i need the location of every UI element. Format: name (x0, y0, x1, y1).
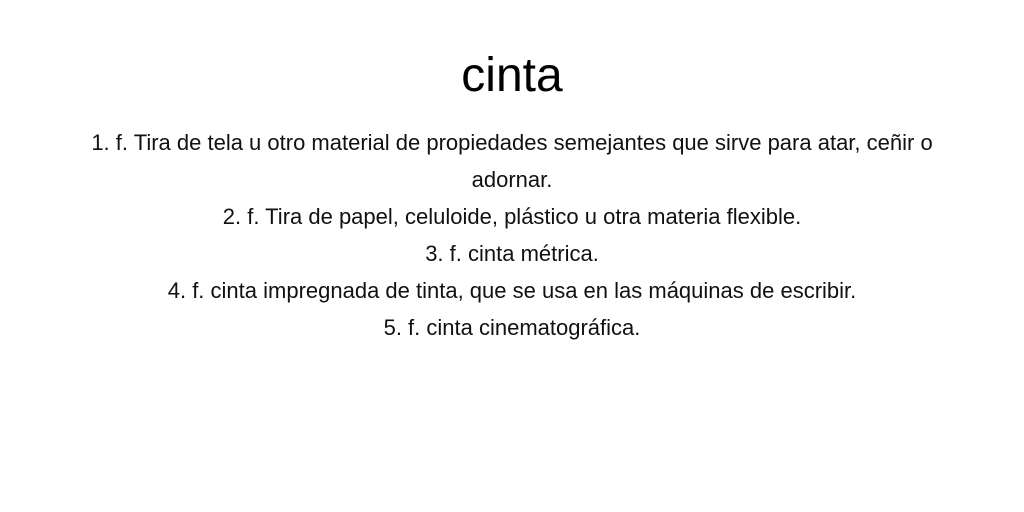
definition-list (87, 124, 937, 346)
definition-item: 3. f. cinta métrica. (425, 241, 599, 266)
definition-item: 4. f. cinta impregnada de tinta, que se usa en las máquinas de escribir. (167, 278, 857, 303)
entry-title: cinta (461, 49, 563, 102)
definition-item: 2. f. Tira de papel, celuloide, plástico u otra materia flexible. (222, 204, 802, 229)
definition-item: 1. f. Tira de tela u otro material de propiedades semejantes que sirve para atar, ceñir o adornar. (91, 130, 933, 192)
definition-item: 5. f. cinta cinematográfica. (383, 315, 641, 340)
